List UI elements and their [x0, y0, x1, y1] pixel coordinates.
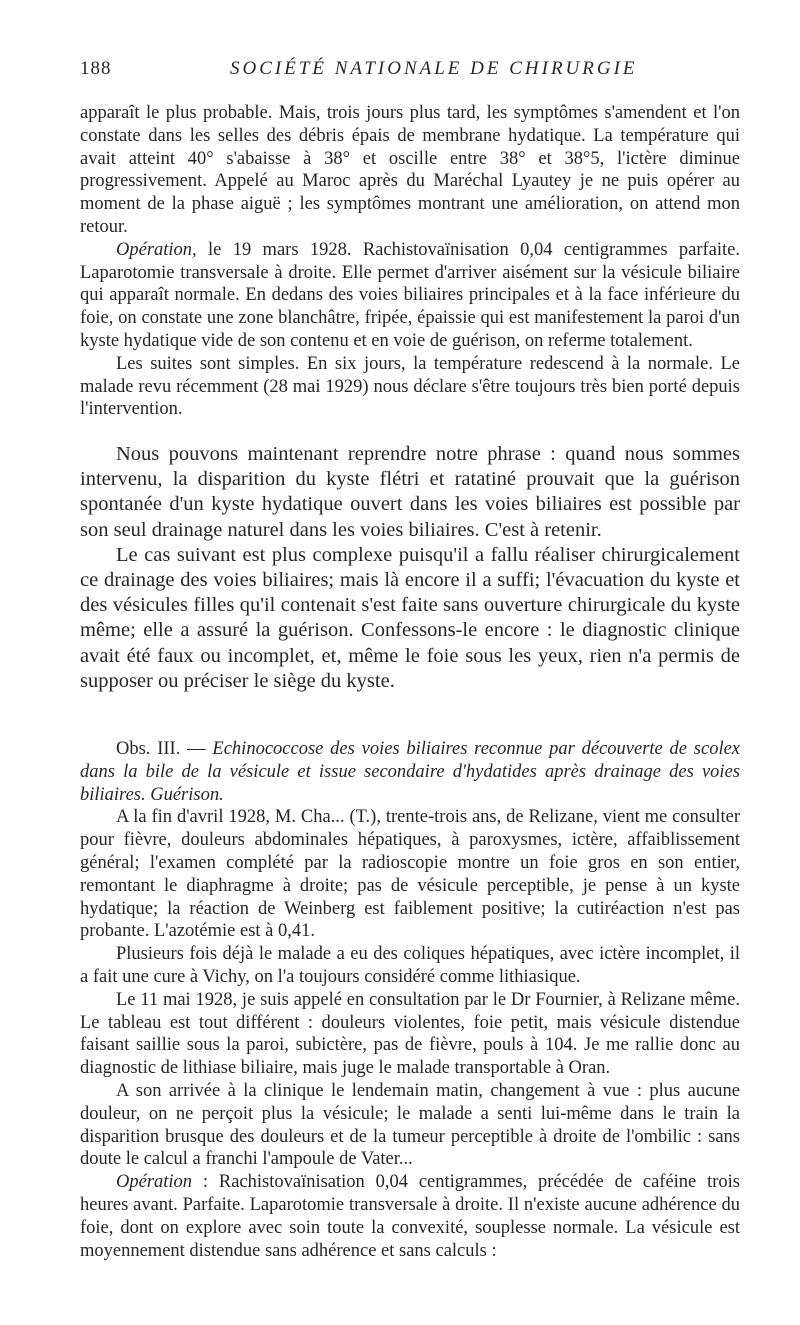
operation-label: Opération — [116, 1172, 193, 1193]
running-title: SOCIÉTÉ NATIONALE DE CHIRURGIE — [230, 58, 638, 79]
paragraph: Plusieurs fois déjà le malade a eu des coliques hépatiques, avec ictère incomplet, il a fait une cure à Vichy, on l'a toujours considéré comme lithiasique. — [80, 944, 740, 987]
observation-iii — [80, 738, 740, 1262]
operation-text: : Rachistovaïnisation 0,04 centigrammes, précédée de caféine trois heures avant. Parfaite. Laparotomie transversale à droite. Il n'existe aucune adhérence du foie, dont on explore avec soin toute la convexité, souplesse normale. La vésicule est moyennement distendue sans adhérence et sans calculs : — [80, 1172, 740, 1261]
paragraph: Le cas suivant est plus complexe puisqu'il a fallu réaliser chirurgicalement ce drainage des voies biliaires; mais là encore il a suffi; l'évacuation du kyste et des vésicules filles qu'il contenait s'est faite sans ouverture chirurgicale du kyste même; elle a assuré la guérison. Confessons-le encore : le diagnostic clinique avait été faux ou incomplet, et, même le foie sous les yeux, rien n'a permis de supposer ou préciser le siège du kyste. — [80, 543, 740, 692]
paragraph: apparaît le plus probable. Mais, trois jours plus tard, les symptômes s'amendent et l'on constate dans les selles des débris épais de membrane hydatique. La température qui avait atteint 40° s'abaisse à 38° et oscille entre 38° et 38°5, l'ictère diminue progressivement. Appelé au Maroc après du Maréchal Lyautey je ne puis opérer au moment de la phase aiguë ; les symptômes montrant une amélioration, on attend mon retour. — [80, 103, 740, 237]
paragraph: A son arrivée à la clinique le lendemain matin, changement à vue : plus aucune douleur, on ne perçoit plus la vésicule; le malade a senti lui-même dans le train la disparition brusque des douleurs et de la tumeur perceptible à droite de l'ombilic : sans doute le calcul a franchi l'ampoule de Vater... — [80, 1080, 740, 1170]
paragraph: Nous pouvons maintenant reprendre notre phrase : quand nous sommes intervenu, la disparition du kyste flétri et ratatiné prouvait que la guérison spontanée d'un kyste hydatique ouvert dans les voies biliaires est possible par son seul drainage naturel dans les voies biliaires. C'est à retenir. — [80, 443, 740, 541]
paragraph: Le 11 mai 1928, je suis appelé en consultation par le Dr Fournier, à Relizane même. Le tableau est tout différent : douleurs violentes, foie petit, mais vésicule distendue faisant saillie sous la paroi, subictère, pas de fièvre, pouls à 104. Je me rallie donc au diagnostic de lithiase biliaire, mais juge le malade transportable à Oran. — [80, 989, 740, 1079]
observation-heading — [80, 738, 740, 806]
observation-title: Echinococcose des voies biliaires reconnue par découverte de scolex dans la bile de la vésicule et issue secondaire d'hydatides après drainage des voies biliaires. Guérison. — [80, 739, 741, 805]
operation-text: le 19 mars 1928. Rachistovaïnisation 0,04 centigrammes parfaite. Laparotomie transversale à droite. Elle permet d'arriver aisément sur la vésicule biliaire qui apparaît normale. En dedans des voies biliaires principales et à la face inférieure du foie, on constate une zone blanchâtre, fripée, épaissie qui est manifestement la paroi d'un kyste hydatique vide de son contenu et en voie de guérison, on referme totalement. — [80, 239, 740, 351]
page-number: 188 — [80, 58, 112, 79]
paragraph-operation — [80, 1171, 740, 1262]
commentary — [80, 442, 740, 694]
page-header — [80, 58, 740, 88]
case-continuation — [80, 102, 740, 421]
paragraph-operation — [80, 239, 740, 353]
operation-label: Opération, — [116, 239, 197, 260]
paragraph: Les suites sont simples. En six jours, la température redescend à la normale. Le malade revu récemment (28 mai 1929) nous déclare s'être toujours très bien porté depuis l'intervention. — [80, 353, 740, 420]
paragraph: A la fin d'avril 1928, M. Cha... (T.), trente-trois ans, de Relizane, vient me consulter pour fièvre, douleurs abdominales hépatiques, à paroxysmes, ictère, affaiblissement général; l'examen complété par la radioscopie montre un foie gros en son entier, remontant le diaphragme à droite; pas de vésicule perceptible, je pense à un kyste hydatique; la réaction de Weinberg est faiblement positive; la cutiréaction n'est pas probante. L'azotémie est à 0,41. — [80, 807, 740, 942]
observation-label: Obs. III. — — [116, 739, 213, 759]
